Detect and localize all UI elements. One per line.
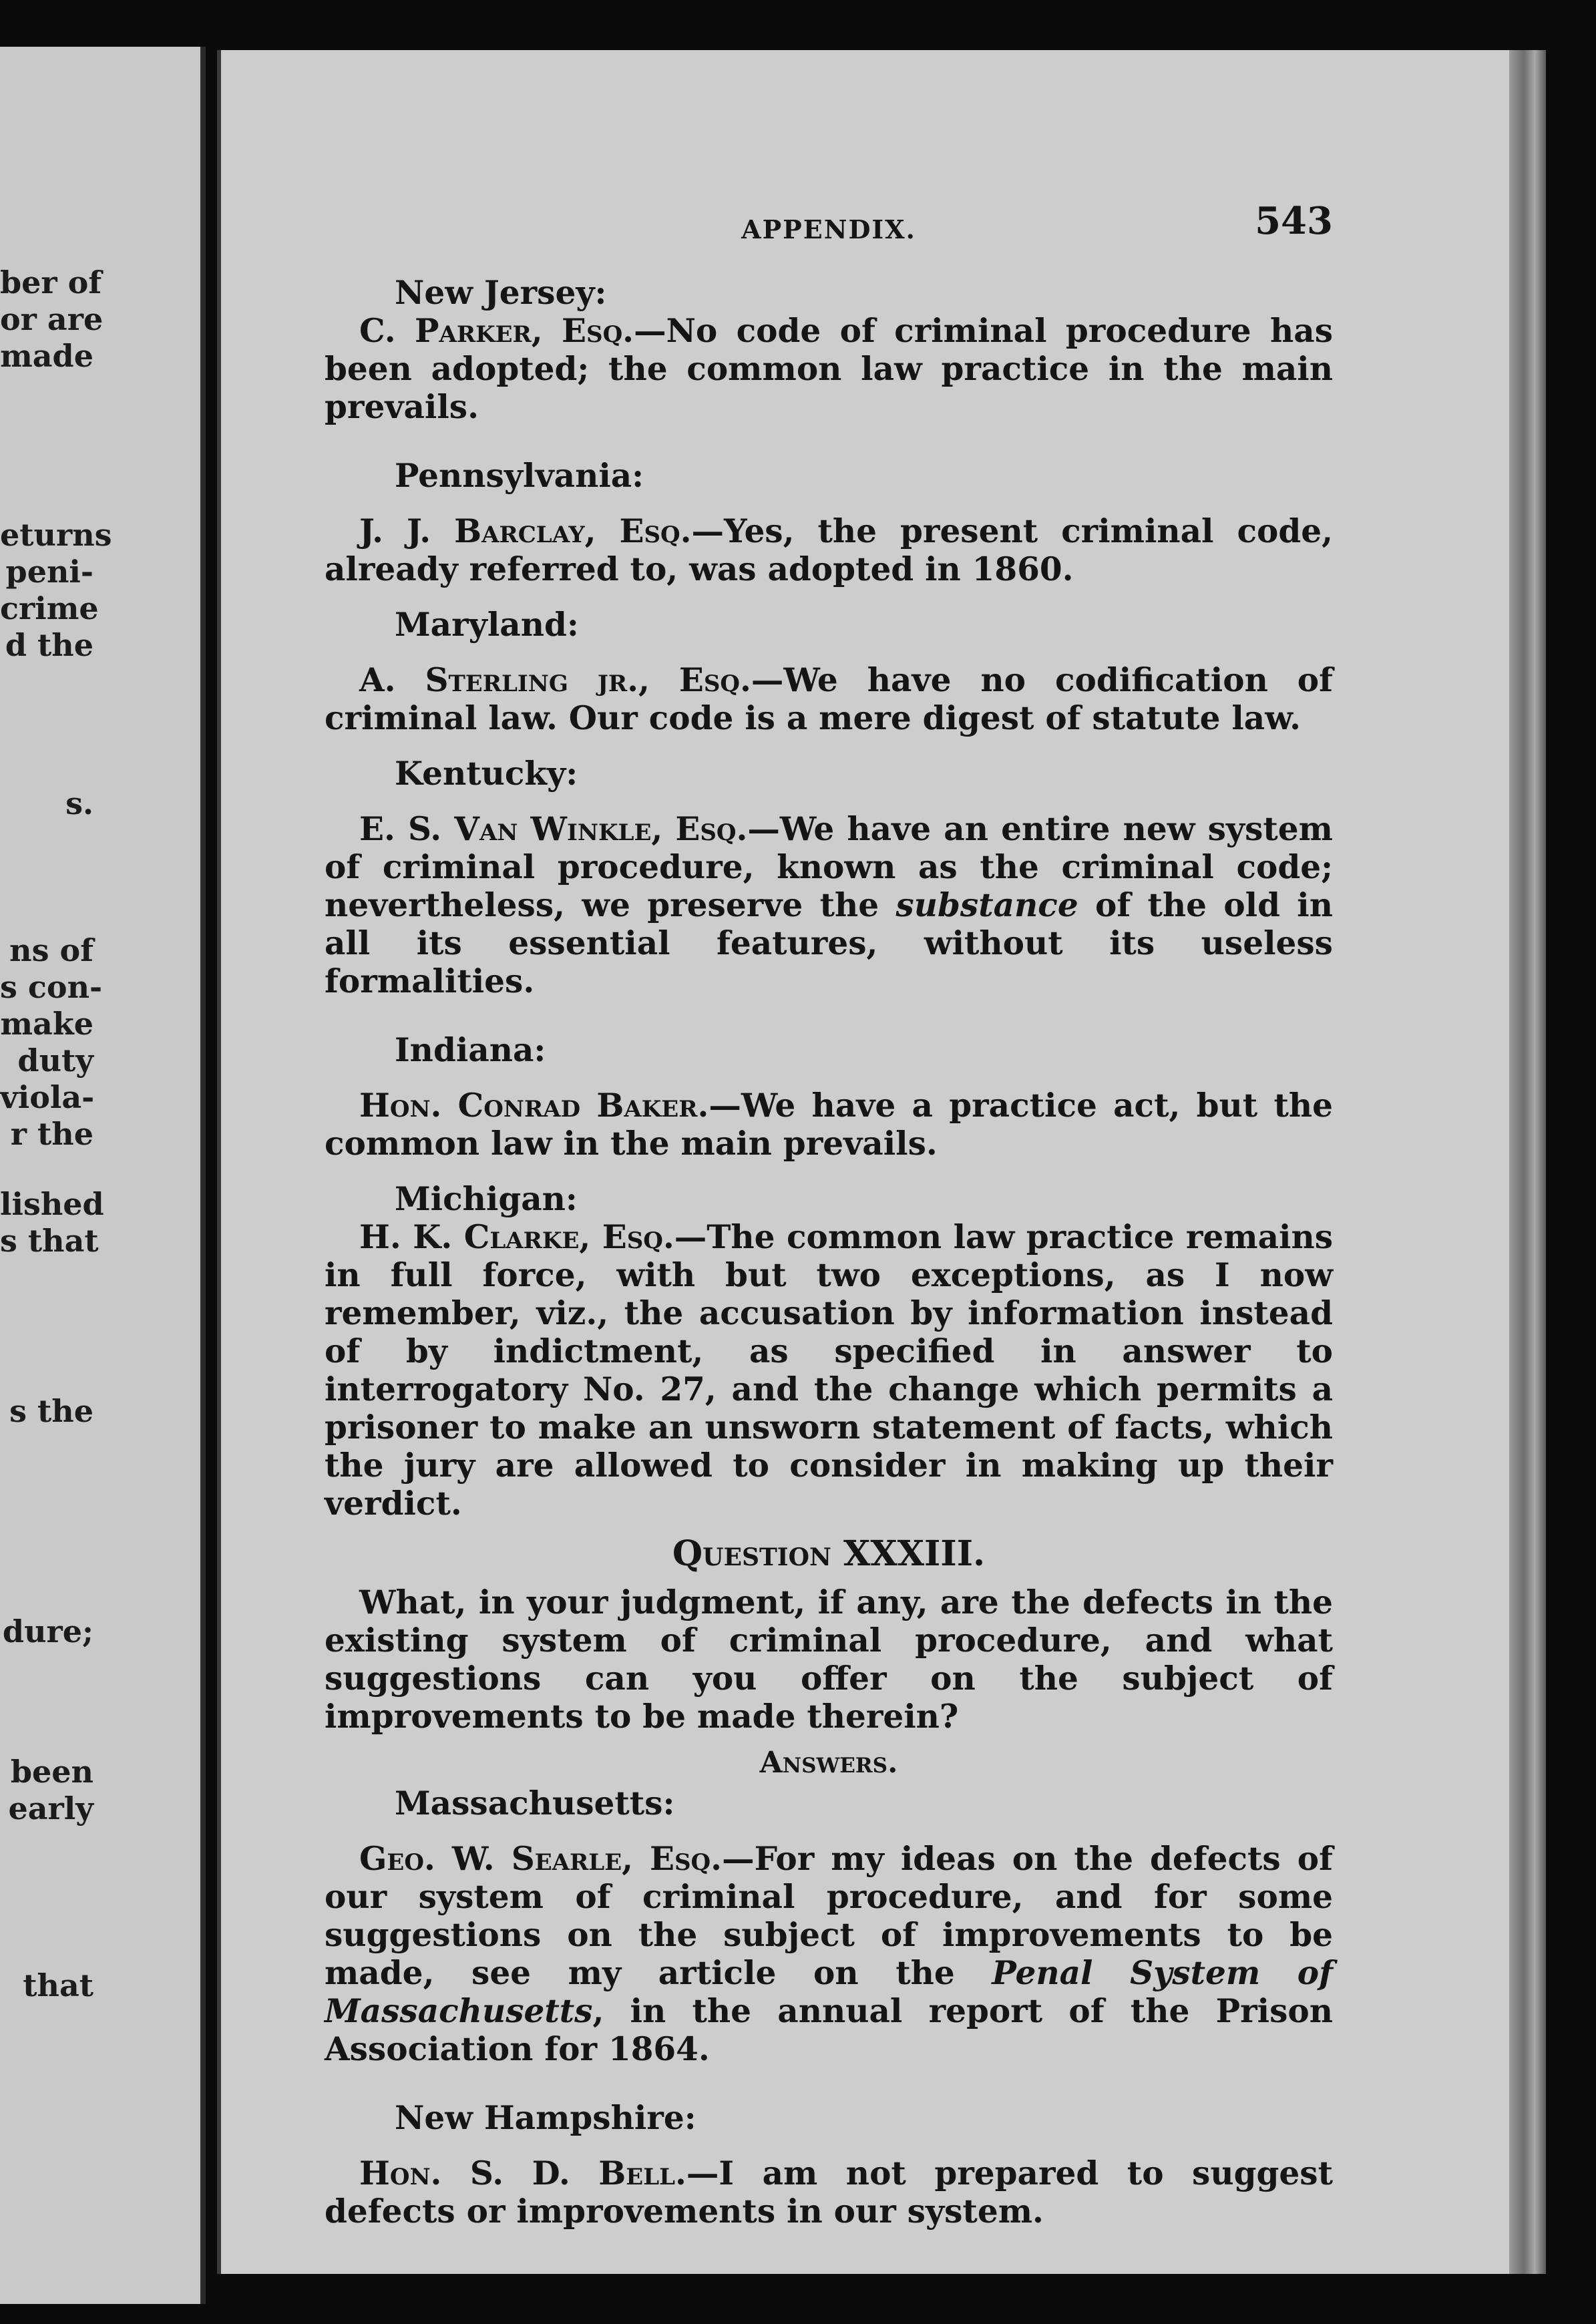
left-fragment: viola- bbox=[0, 1079, 95, 1115]
answer-paragraph bbox=[325, 661, 1333, 737]
page-header bbox=[325, 199, 1333, 274]
left-fragment: that bbox=[23, 1967, 93, 2003]
left-fragment: s con- bbox=[0, 969, 103, 1005]
answers-heading: Answers. bbox=[759, 1746, 898, 1780]
answer-paragraph bbox=[325, 1218, 1333, 1523]
state-heading: Kentucky: bbox=[395, 755, 578, 793]
left-fragment: s the bbox=[9, 1393, 93, 1429]
answer-text: —The common law practice remains in full force, with but two exceptions, as I now remember, viz., the accusation by information instead of by indictment, as specified in answer to interrogatory No. 27, and the change which permits a prisoner to make an unsworn statement of facts, which the jury are allowed to consider in making up their verdict. bbox=[325, 1218, 1334, 1523]
left-fragment: r the bbox=[10, 1116, 93, 1152]
question-heading: Question XXXIII. bbox=[672, 1533, 986, 1574]
page-number: 543 bbox=[1255, 199, 1333, 243]
answer-paragraph bbox=[325, 810, 1333, 1000]
page-text bbox=[325, 199, 1334, 2231]
answer-text: —We have no codification of criminal law. Our code is a mere digest of statute law. bbox=[325, 661, 1333, 737]
left-fragment: crime bbox=[0, 590, 99, 626]
left-fragment: s. bbox=[65, 785, 93, 821]
answer-paragraph bbox=[325, 312, 1333, 426]
respondent-name: H. K. Clarke, Esq. bbox=[359, 1218, 674, 1256]
left-fragment: or are bbox=[0, 301, 104, 337]
state-heading: Michigan: bbox=[395, 1180, 578, 1218]
respondent-name: Geo. W. Searle, Esq. bbox=[359, 1840, 723, 1878]
left-fragment: make bbox=[0, 1006, 93, 1042]
respondent-name: C. Parker, Esq. bbox=[359, 312, 634, 350]
answer-paragraph bbox=[325, 512, 1333, 588]
state-heading: New Jersey: bbox=[395, 274, 607, 312]
answer-paragraph bbox=[325, 1840, 1333, 2068]
respondent-name: J. J. Barclay, Esq. bbox=[359, 512, 692, 550]
answer-text: —No code of criminal procedure has been adopted; the common law practice in the main prevails. bbox=[325, 312, 1334, 426]
left-fragment: d the bbox=[5, 627, 93, 663]
answer-text: —Yes, the present criminal code, already referred to, was adopted in 1860. bbox=[325, 512, 1333, 588]
left-fragment: been bbox=[10, 1754, 93, 1790]
state-heading: Massachusetts: bbox=[395, 1784, 675, 1822]
left-fragment: lished bbox=[0, 1186, 104, 1222]
left-fragment: ber of bbox=[0, 264, 102, 301]
answer-paragraph bbox=[325, 2154, 1333, 2231]
answer-text: —We have a practice act, but the common law in the main prevails. bbox=[325, 1087, 1334, 1163]
state-heading: New Hampshire: bbox=[395, 2099, 696, 2137]
running-head: APPENDIX. bbox=[741, 214, 916, 244]
page-edge bbox=[1509, 50, 1546, 2274]
question-text: What, in your judgment, if any, are the defects in the existing system of criminal procedure, and what suggestions can you offer on the subject of improvements to be made therein? bbox=[325, 1583, 1333, 1736]
facing-page-fragment bbox=[0, 47, 206, 2304]
answer-text: —We have an entire new system of criminal procedure, known as the criminal code; nevertheless, we preserve the bbox=[325, 810, 1333, 924]
respondent-name: Hon. S. D. Bell. bbox=[359, 2154, 686, 2192]
state-heading: Pennsylvania: bbox=[395, 457, 644, 495]
state-heading: Maryland: bbox=[395, 606, 579, 644]
emphasized-word: substance bbox=[895, 886, 1078, 924]
left-fragment: made bbox=[0, 338, 93, 374]
left-fragment: peni- bbox=[5, 554, 93, 590]
answer-paragraph bbox=[325, 1087, 1333, 1163]
left-fragment: dure; bbox=[2, 1613, 93, 1650]
emphasized-title: Penal System of Massachusetts bbox=[325, 1954, 1333, 2030]
left-fragment: duty bbox=[17, 1042, 93, 1079]
respondent-name: Hon. Conrad Baker. bbox=[359, 1087, 709, 1125]
answer-text: , in the annual report of the Prison Association for 1864. bbox=[325, 1992, 1333, 2068]
respondent-name: E. S. Van Winkle, Esq. bbox=[359, 810, 748, 848]
answer-text: —I am not prepared to suggest defects or improvements in our system. bbox=[325, 2154, 1333, 2231]
answer-text: of the old in all its essential features, without its useless formalities. bbox=[325, 886, 1333, 1000]
left-fragment: s that bbox=[0, 1223, 99, 1259]
state-heading: Indiana: bbox=[395, 1031, 546, 1069]
left-fragment: ns of bbox=[9, 932, 93, 968]
left-fragment: early bbox=[8, 1790, 93, 1826]
answer-text: —For my ideas on the defects of our system of criminal procedure, and for some suggestions on the subject of improvements to be made, see my article on the bbox=[325, 1840, 1333, 1992]
book-page bbox=[217, 50, 1527, 2274]
respondent-name: A. Sterling jr., Esq. bbox=[359, 661, 751, 699]
left-fragment: eturns bbox=[0, 517, 112, 553]
